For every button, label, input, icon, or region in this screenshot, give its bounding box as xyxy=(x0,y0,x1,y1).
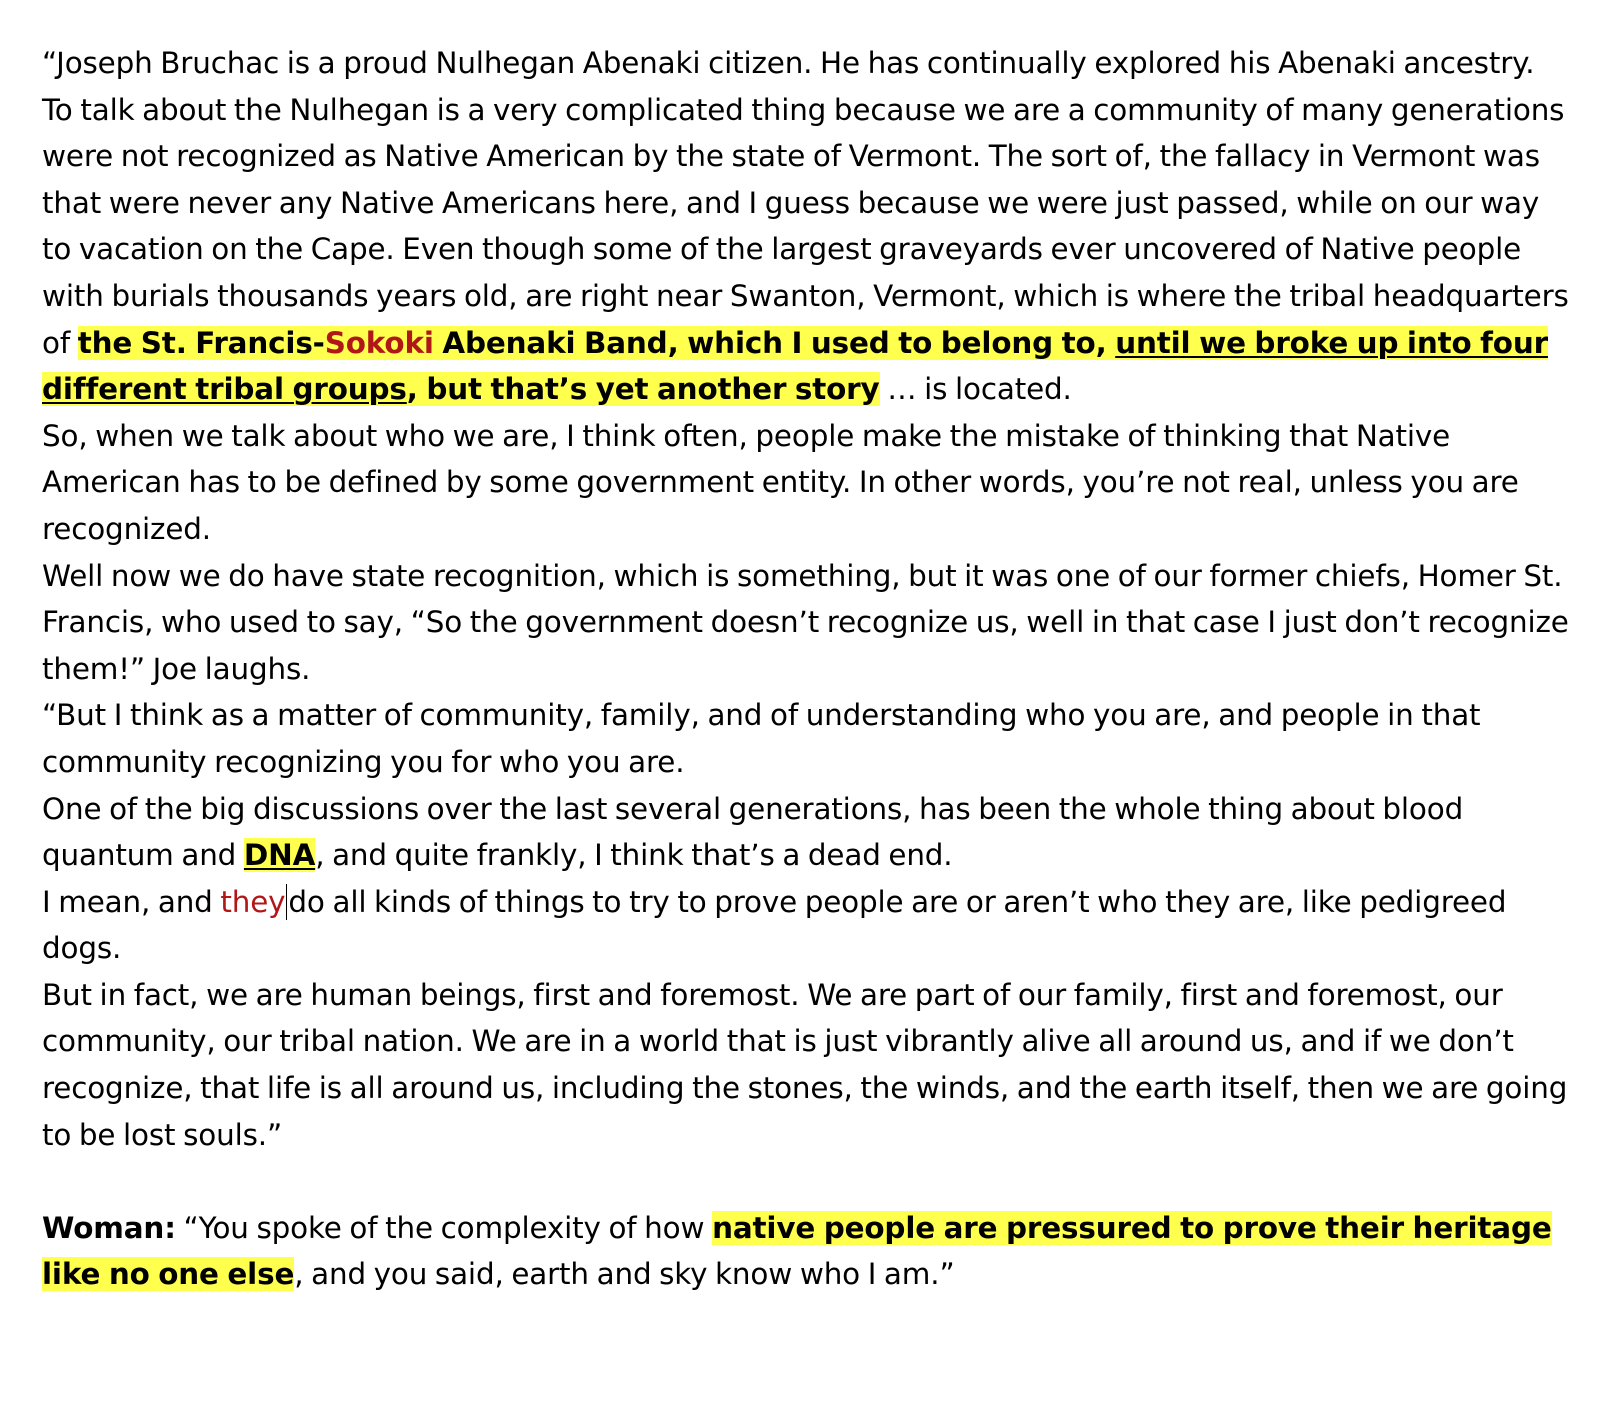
paragraph-5 xyxy=(42,786,1572,879)
blank-line xyxy=(42,1158,1572,1205)
underlined-tribal-groups: until we broke up into four different tribal groups xyxy=(42,325,1548,407)
paragraph-1 xyxy=(42,40,1572,413)
highlight-text-c: , but that’s yet another story xyxy=(406,372,880,407)
speaker-label: Woman: xyxy=(42,1210,176,1245)
paragraph-4: “But I think as a matter of community, family, and of understanding who you are, and people in that community recognizing you for who you are. xyxy=(42,698,1481,779)
paragraph-3: Well now we do have state recognition, which is something, but it was one of our former chiefs, Homer St. Francis, who used to say, “So the government doesn’t recognize us, well in that case I just don’t recognize them!” Joe laughs. xyxy=(42,558,1569,686)
woman-text-start: “You spoke of the complexity of how xyxy=(175,1210,713,1245)
paragraph-7: But in fact, we are human beings, first and foremost. We are part of our family, first and foremost, our community, our tribal nation. We are in a world that is just vibrantly alive all around us, and if we don’t recognize, that life is all around us, including the stones, the winds, and the earth itself, then we are going to be lost souls.” xyxy=(42,977,1568,1152)
p6-text-start: I mean, and xyxy=(42,884,221,919)
paragraph-woman xyxy=(42,1205,1572,1298)
highlight-dna: DNA xyxy=(243,838,316,873)
paragraph-2: So, when we talk about who we are, I think often, people make the mistake of thinking that Native American has to be defined by some government entity. In other words, you’re not real, unless you are recognized. xyxy=(42,418,1519,546)
paragraph-6 xyxy=(42,879,1572,972)
p1-text-end: … is located. xyxy=(879,372,1072,407)
highlight-text-b: Abenaki Band, which I used to belong to, xyxy=(433,325,1116,360)
highlight-text-a: the St. Francis- xyxy=(77,325,325,360)
p5-text-start: One of the big discussions over the last several generations, has been the whole thing about blood quantum and xyxy=(42,791,1464,873)
p6-text-end: do all kinds of things to try to prove people are or aren’t who they are, like pedigreed dogs. xyxy=(42,884,1507,966)
red-word-sokoki: Sokoki xyxy=(324,325,434,360)
highlight-heritage: native people are pressured to prove their heritage like no one else xyxy=(42,1210,1552,1292)
p1-text-start: “Joseph Bruchac is a proud Nulhegan Abenaki citizen. He has continually explored his Abenaki ancestry. To talk about the Nulhegan is a very complicated thing because we are a community of many generations were not recognized as Native American by the state of Vermont. The sort of, the fallacy in Vermont was that were never any Native Americans here, and I guess because we were just passed, while on our way to vacation on the Cape. Even though some of the largest graveyards ever uncovered of Native people with burials thousands years old, are right near Swanton, Vermont, which is where the tribal headquarters of xyxy=(42,46,1569,360)
highlight-st-francis xyxy=(42,326,1548,407)
woman-text-end: , and you said, earth and sky know who I am.” xyxy=(294,1257,955,1292)
red-word-they: they xyxy=(220,884,286,919)
document-body[interactable] xyxy=(42,40,1572,1298)
p5-text-end: , and quite frankly, I think that’s a dead end. xyxy=(315,838,953,873)
